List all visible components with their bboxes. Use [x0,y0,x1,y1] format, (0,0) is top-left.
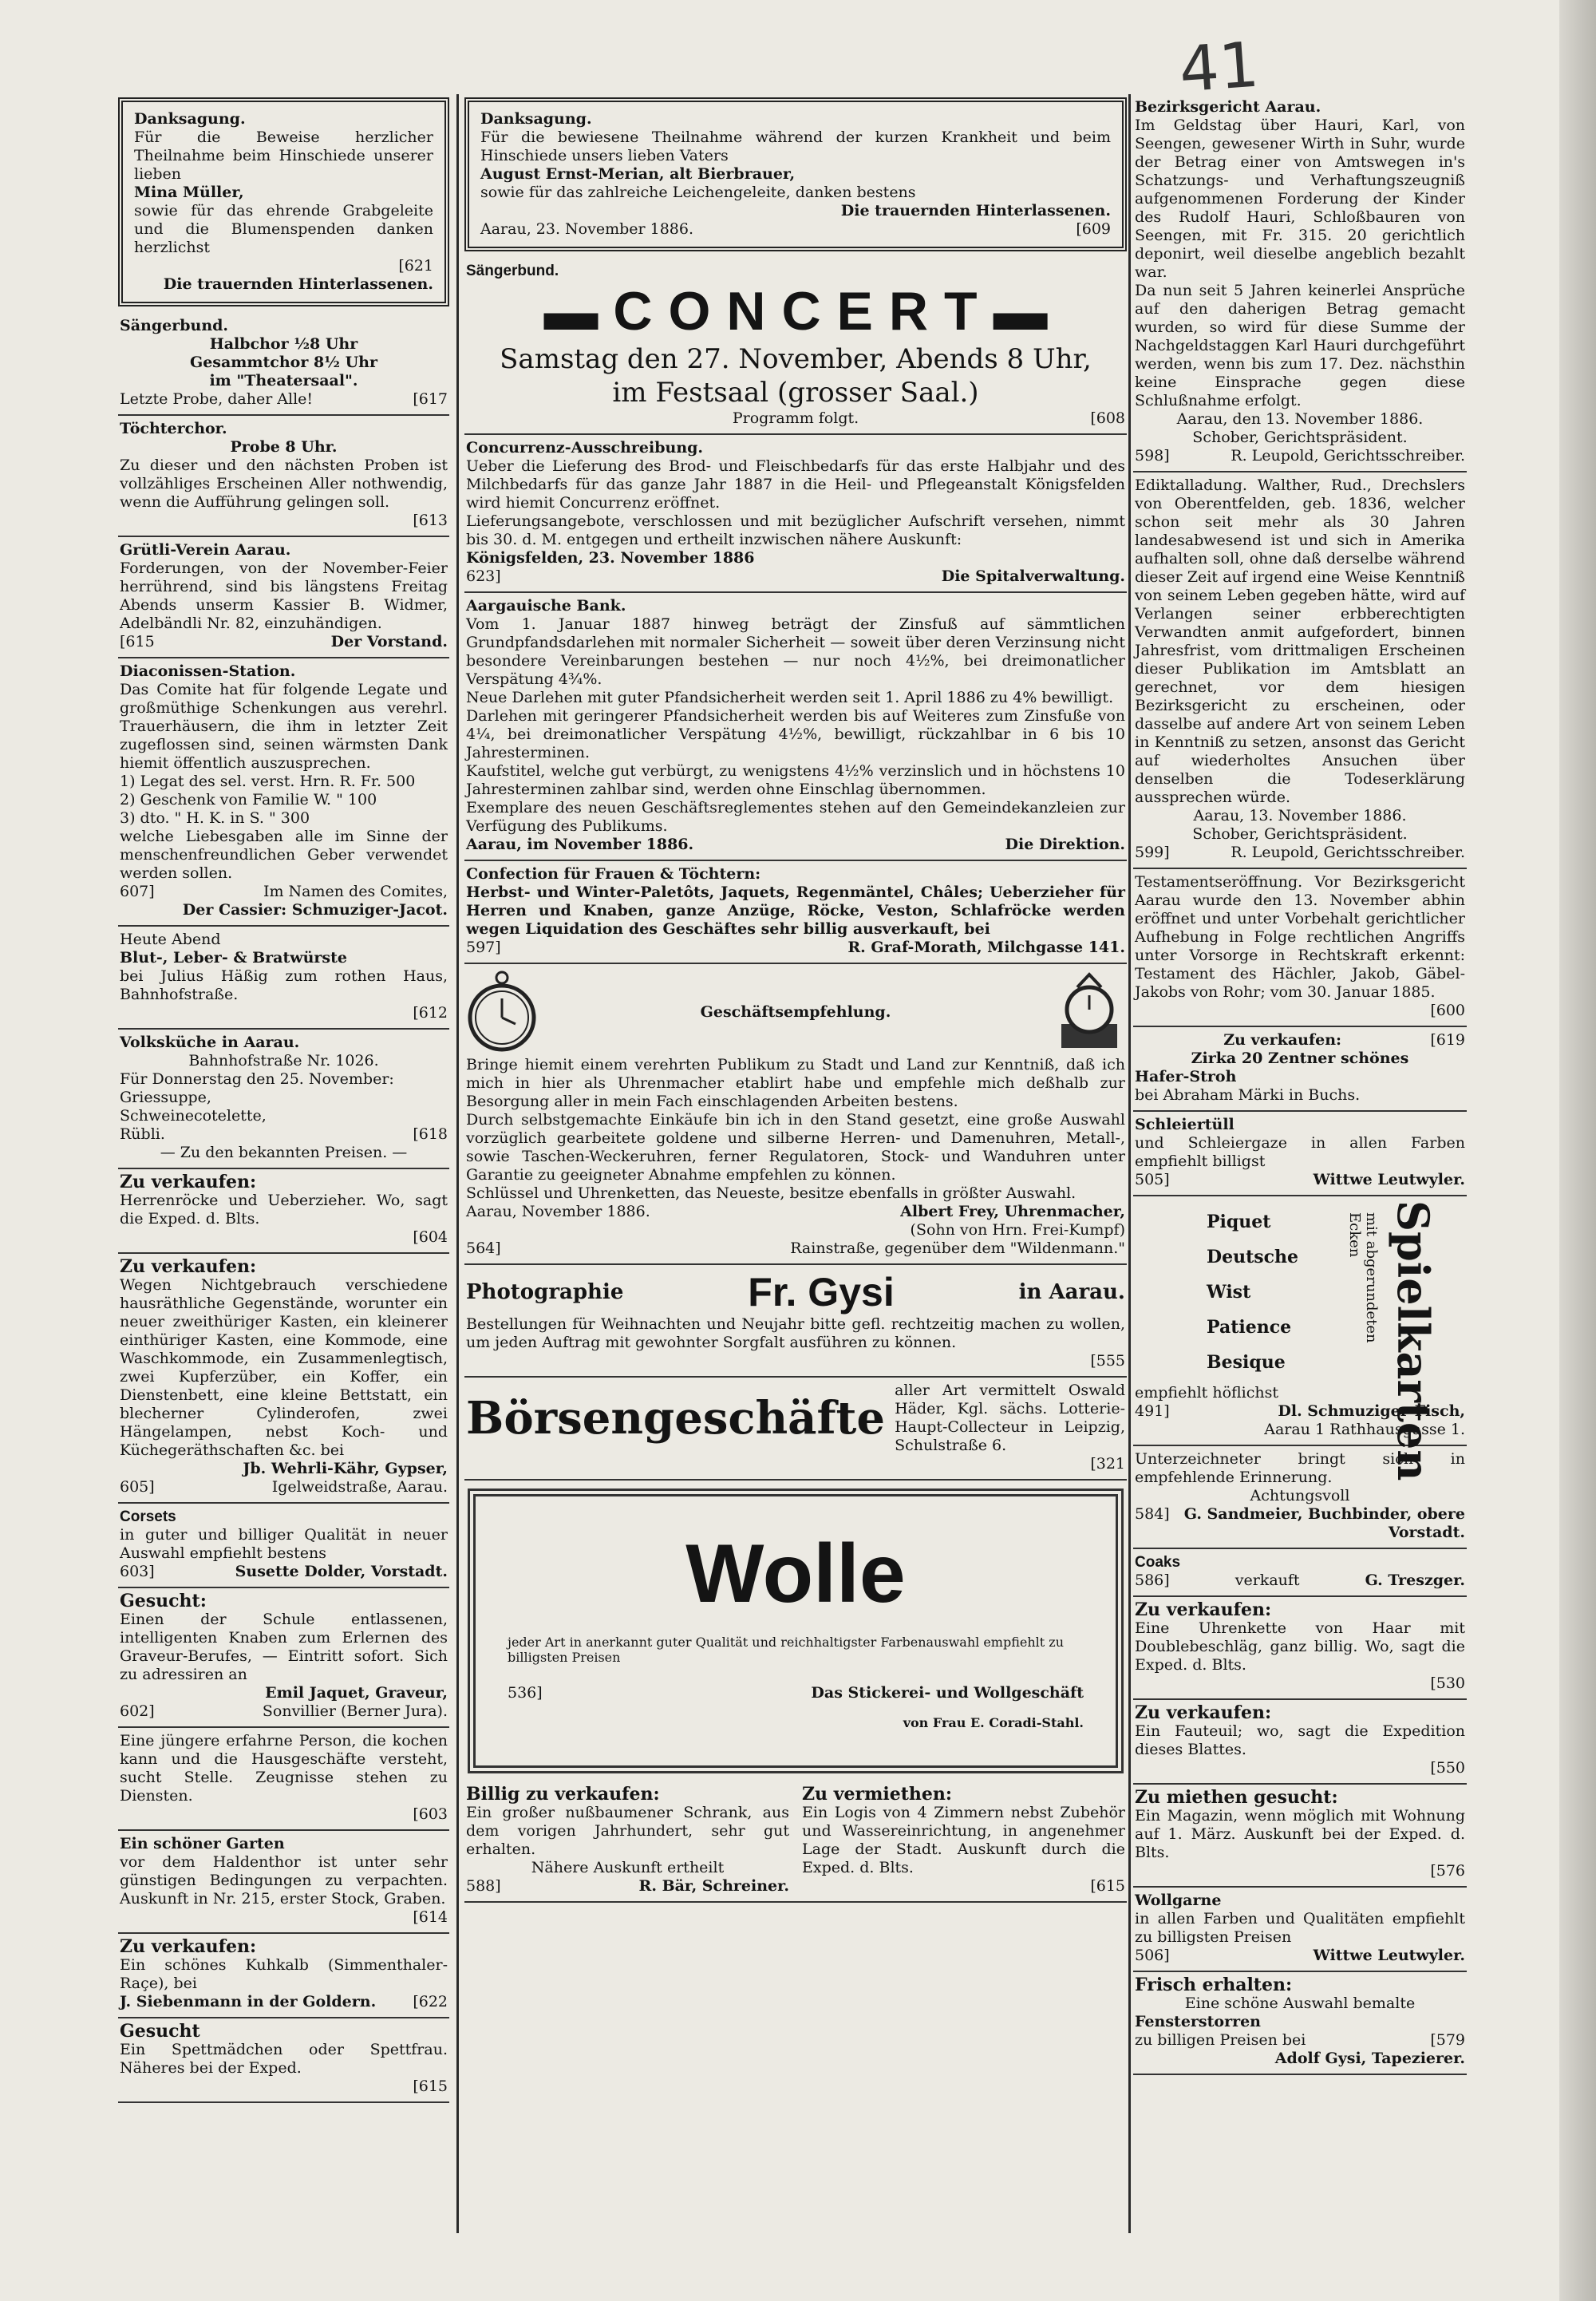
ad-heading: Ein schöner Garten [120,1835,285,1852]
ad-ref: [576 [1430,1862,1465,1880]
ad-text: Kaufstitel, welche gut verbürgt, zu wenigstens 4½% verzinslich und in höchstens 10 Jahresterminen zahlbar sind, werden ohne Einschlag übernommen. [466,762,1125,798]
ad-text: sowie für das zahlreiche Leichengeleite, danken bestens [480,184,916,201]
ad-text: vor dem Haldenthor ist unter sehr günstigen Bedingungen zu verpachten. Auskunft in Nr. 215, erster Stock, Graben. [120,1853,448,1908]
ad-ref: [579 [1430,2031,1465,2049]
ad-text: Herrenröcke und Ueberzieher. Wo, sagt die Exped. d. Blts. [120,1192,448,1228]
ad-heading: Sängerbund. [120,317,229,334]
concert-bars-right: ▬ [993,281,1048,342]
ad-ref: [619 [1430,1031,1465,1049]
ad-text: Für die Beweise herzlicher Theilnahme beim Hinschiede unserer lieben [134,128,433,183]
ad-heading: Zu verkaufen: [1223,1031,1342,1049]
ad-ref: [530 [1430,1674,1465,1692]
ad-sign: R. Graf-Morath, Milchgasse 141. [847,939,1125,956]
ad-graveur [118,1588,449,1728]
ad-heading: Zu miethen gesucht: [1135,1787,1338,1808]
ad-text: Testamentseröffnung. Vor Bezirksgericht Aarau wurde den 13. November abhin eröffnet und unter Vorbehalt gerichtlicher Aufhebung in Folge rechtlichen Angriffs unter Vorsorge in Rechtskraft erkennt: Testament des Hächler, Jakob, Gäbel-Jakobs von Rohr; vom 30. Januar 1885. [1135,873,1465,1001]
ad-ref: [615 [413,2078,448,2095]
ad-text: zu billigen Preisen bei [1135,2031,1306,2049]
ad-photographie [464,1265,1127,1378]
ad-sign: Wittwe Leutwyler. [1313,1171,1465,1188]
ad-sign: Dl. Schmuziger-Fisch, [1278,1402,1465,1420]
ad-ref: [612 [413,1004,448,1022]
right-column [1133,94,1467,2075]
ad-heading: Wolle [685,1528,906,1620]
ad-saengerbund [118,313,449,416]
ad-text: aller Art vermittelt Oswald Häder, Kgl. sächs. Lotterie-Haupt-Collecteur in Leipzig, Schulstraße 6. [895,1382,1125,1454]
ad-ref: [600 [1430,1002,1465,1019]
ad-heading: Confection für Frauen & Töchtern: [466,865,761,883]
ad-big: Fensterstorren [1135,2013,1261,2030]
left-column [118,94,449,2103]
concert-bars-left: ▬ [543,281,614,342]
ad-sign: G. Sandmeier, Buchbinder, obere Vorstadt. [1183,1505,1465,1541]
ad-ref: 505] [1135,1171,1170,1188]
ad-ref: 536] [508,1684,543,1702]
ad-sign: Wittwe Leutwyler. [1313,1947,1465,1964]
ad-corsets [118,1504,449,1588]
ad-line: im "Theatersaal". [209,372,358,389]
ad-heading: Gesucht [120,2021,200,2042]
ad-text: Ein Magazin, wenn möglich mit Wohnung auf 1. März. Auskunft bei der Exped. d. Blts. [1135,1807,1465,1861]
ad-sign: R. Leupold, Gerichtsschreiber. [1231,844,1465,861]
ad-ref: [617 [413,390,448,408]
ad-ref: [609 [1076,220,1111,238]
ad-text: Einen der Schule entlassenen, intelligenten Knaben zum Erlernen des Graveur-Berufes, — Eintritt sofort. Sich zu adressiren an [120,1611,448,1683]
ad-text: Lieferungsangebote, verschlossen und mit bezüglicher Aufschrift versehen, nimmt bis 30. d. M. entgegen und ertheilt inzwischen nähere Auskunft: [466,512,1125,548]
ad-sign: Der Cassier: Schmuziger-Jacot. [182,901,448,919]
ad-sign: (Sohn von Hrn. Frei-Kumpf) [910,1221,1125,1239]
ad-text: sowie für das ehrende Grabgeleite und die Blumenspenden danken herzlichst [134,202,433,256]
ad-heading: Gesucht: [120,1591,207,1611]
ad-sign: G. Treszger. [1365,1572,1465,1589]
ad-text: Forderungen, von der November-Feier herrührend, sind bis längstens Freitag Abends unserm Kassier B. Widmer, Adelbändli Nr. 82, einzuhändigen. [120,559,448,632]
ad-heading: Zu vermiethen: [802,1784,952,1805]
ad-ref: [621 [398,257,433,275]
ad-addr: Igelweidstraße, Aarau. [271,1478,448,1496]
ad-volkskueche [118,1030,449,1169]
ad-text: Durch selbstgemachte Einkäufe bin ich in den Stand gesetzt, eine große Auswahl vorzüglich gearbeitete goldene und silberne Herren- und Damenuhren, Metall-, sowie Taschen-Weckeruhren, ferner Regulatoren, Stock- und Wanduhren unter Garantie zu geeigneter Abnahme empfehlen zu können. [466,1111,1125,1184]
ad-diaconissen [118,658,449,927]
ad-ref: 623] [466,567,501,585]
ad-wuerste [118,927,449,1030]
ad-ref: 597] [466,939,501,956]
ad-heading: Billig zu verkaufen: [466,1784,660,1805]
ad-toechterchor [118,416,449,537]
spielkarten-side-note: mit abgerundeten Ecken [1346,1212,1381,1343]
ad-text: Eine schöne Auswahl bemalte [1184,1995,1416,2012]
ad-ref: 605] [120,1478,155,1496]
ad-concurrenz [464,435,1127,593]
ad-ref: 588] [466,1877,501,1895]
ad-garten [118,1831,449,1934]
ad-wollgarne [1133,1888,1467,1972]
ad-ref: 506] [1135,1947,1170,1964]
ad-item: 1) Legat des sel. verst. Hrn. R. Fr. 500 [120,773,416,790]
ad-buchbinder [1133,1446,1467,1549]
ad-name: August Ernst-Merian, alt Bierbrauer, [480,165,796,183]
ad-magazin [1133,1785,1467,1888]
ad-text: Für die bewiesene Theilnahme während der kurzen Krankheit und beim Hinschiede unsers lieben Vaters [480,128,1111,164]
ad-ref: [618 [413,1125,448,1143]
ad-ref: 598] [1135,447,1170,465]
ad-line: Bahnhofstraße Nr. 1026. [188,1052,379,1069]
list-item: Patience [1207,1317,1292,1338]
ad-text: Bestellungen für Weihnachten und Neujahr bitte gefl. rechtzeitig machen zu wollen, um jeden Auftrag mit gewohnter Sorgfalt ausführen zu können. [466,1315,1125,1351]
ad-spettmaedchen [118,2018,449,2103]
concert-title: ▬ CONCERT▬ [543,281,1048,342]
ad-text: Ueber die Lieferung des Brod- und Fleischbedarfs für das erste Halbjahr und des Milchbedarfs für das ganze Jahr 1887 in die Heil- und Pflegeanstalt Königsfelden wird hiemit Concurrenz eröffnet. [466,457,1125,512]
ad-name: Mina Müller, [134,184,244,201]
concert-note: Programm folgt. [732,409,859,427]
middle-column [464,94,1127,1903]
ad-line: Gesammtchor 8½ Uhr [189,354,378,371]
ad-text: Herbst- und Winter-Paletôts, Jaquets, Regenmäntel, Châles; Ueberzieher für Herren und Knaben, ganze Anzüge, Röcke, Veston, Schlafröcke werden wegen Liquidation des Geschäftes sehr billig ausverkauft, bei [466,884,1125,938]
ad-kuhkalb [118,1934,449,2018]
ad-danksagung-merian [464,97,1127,251]
ad-addr: Sonvillier (Berner Jura). [262,1702,448,1720]
ad-ediktalladung [1133,472,1467,869]
ad-heading: Concurrenz-Ausschreibung. [466,439,704,457]
ad-text: und Schleiergaze in allen Farben empfiehlt billigst [1135,1134,1465,1170]
ad-heading: Schleiertüll [1135,1116,1235,1133]
ad-text: Das Comite hat für folgende Legate und großmüthige Schenkungen aus verehrl. Trauerhäusern, die ihm in letzter Zeit zugeflossen sind, seinen wärmsten Dank hiemit öffentlich auszusprechen. [120,681,448,772]
ad-text: Darlehen mit geringerer Pfandsicherheit werden bis auf Weiteres zum Zinsfuße von 4¼, bei dreimonatlicher Verspätung 4½%, bewilligt, rückzahlbar in 6 bis 10 Jahresterminen. [466,707,1125,761]
ad-sign: Der Vorstand. [330,633,448,650]
ad-ref: 491] [1135,1402,1170,1420]
ad-line: Griessuppe, [120,1089,211,1106]
ad-heading: Sängerbund. [466,263,559,279]
ad-sign: Emil Jaquet, Graveur, [265,1684,448,1702]
ad-bezirksgericht [1133,94,1467,472]
ad-text: bei Abraham Märki in Buchs. [1135,1086,1361,1104]
ad-ref: 564] [466,1239,501,1257]
ad-heading: Corsets [120,1508,176,1525]
ad-line: — Zu den bekannten Preisen. — [160,1144,408,1161]
ad-heading: Zu verkaufen: [120,1172,257,1192]
ad-geschaeftsempfehlung [464,964,1127,1265]
ad-place: Aarau, November 1886. [466,1203,650,1220]
ad-text: bei Julius Häßig zum rothen Haus, Bahnhofstraße. [120,967,448,1003]
ad-line: Halbchor ½8 Uhr [209,335,358,353]
ad-pair-bottom [464,1781,1127,1903]
ad-subheading: Probe 8 Uhr. [230,438,338,456]
ad-text: Zu dieser und den nächsten Proben ist vollzähliges Erscheinen Aller nothwendig, wenn die Aufführung gelingen soll. [120,457,448,511]
photo-pre: Photographie [466,1280,624,1304]
photo-name: Fr. Gysi [748,1270,895,1315]
concert-place: im Festsaal (grosser Saal.) [612,377,979,409]
ad-heading: Zu verkaufen: [1135,1599,1272,1620]
spielkarten-list [1135,1204,1298,1380]
ad-ref: [550 [1430,1759,1465,1777]
ad-text: welche Liebesgaben alle im Sinne der menschenfreundlichen Geber verwendet werden sollen. [120,828,448,882]
ad-coaks [1133,1549,1467,1597]
ad-sign: Schober, Gerichtspräsident. [1192,429,1408,446]
ad-text: empfiehlt höflichst [1135,1384,1279,1402]
ad-place: Aarau, im November 1886. [466,836,694,853]
ad-place: Aarau, 13. November 1886. [1193,807,1407,824]
ad-place: Aarau, den 13. November 1886. [1176,410,1424,428]
ad-aargauische-bank [464,593,1127,861]
ad-ref: [613 [413,512,448,529]
ad-heading: Zu verkaufen: [120,1256,257,1277]
ad-text: Zirka 20 Zentner schönes [1191,1050,1409,1067]
ad-ref: 586] [1135,1572,1170,1589]
ad-text: Eine jüngere erfahrne Person, die kochen kann und die Hausgeschäfte versteht, sucht Stelle. Zeugnisse stehen zu Diensten. [120,1732,448,1805]
ad-concert [464,258,1127,435]
ad-sign: Die Spitalverwaltung. [941,567,1125,585]
spielkarten-title: Spielkarten [1388,1200,1440,1481]
ad-sign: Im Namen des Comites, [263,883,448,900]
concert-date: Samstag den 27. November, Abends 8 Uhr, [500,343,1092,375]
ad-heading: Aargauische Bank. [466,597,626,615]
column-rule-1 [456,94,459,2233]
list-item: Wist [1207,1282,1251,1303]
column-rule-2 [1128,94,1131,2233]
photo-post: in Aarau. [1018,1280,1125,1304]
ad-uhrenkette [1133,1597,1467,1700]
ad-wolle [468,1489,1124,1773]
ad-sign: Die trauernden Hinterlassenen. [163,275,433,293]
ad-text: in guter und billiger Qualität in neuer Auswahl empfiehlt bestens [120,1526,448,1562]
list-item: Piquet [1207,1212,1271,1232]
ad-sign: Albert Frey, Uhrenmacher, [900,1203,1125,1220]
ad-sign: Adolf Gysi, Tapezierer. [1274,2050,1465,2067]
ad-text: Nähere Auskunft ertheilt [531,1859,725,1876]
ad-text: Da nun seit 5 Jahren keinerlei Ansprüche auf den daherigen Betrag gemacht wurden, so wird für diese Summe der Nachgeldstaggen Karl Hauri durchgeführt werden, wenn bis zum 17. Dez. nächsthin keine Einsprache gegen diese Schlußnahme erfolgt. [1135,282,1465,409]
ad-text: Ein Logis von 4 Zimmern nebst Zubehör und Wassereinrichtung, in angenehmer Lage der Stadt. Auskunft durch die Exped. d. Blts. [802,1804,1125,1876]
ad-ref: 607] [120,883,155,900]
ad-ref: [321 [1090,1455,1125,1473]
ad-addr: Aarau 1 Rathhausgasse 1. [1264,1421,1465,1438]
ad-text: Exemplare des neuen Geschäftsreglementes stehen auf den Gemeindekanzleien zur Verfügung des Publikums. [466,799,1125,835]
ad-place: Aarau, 23. November 1886. [480,220,694,238]
ad-ref: [615 [120,633,155,650]
ad-text: Im Geldstag über Hauri, Karl, von Seengen, gewesener Wirth in Suhr, wurde der Betrag einer von Amtswegen in's Schatzungs- und Verhaftungszeugniß aufgenommenen Forderung der Kinder des Rudolf Hauri, Schloßbauren von Seengen, mit Fr. 315. 20 gerichtlich deponirt, weil dieselbe angeblich bezahlt war. [1135,117,1465,281]
ad-text: Vom 1. Januar 1887 hinweg beträgt der Zinsfuß auf sämmtlichen Grundpfandsdarlehen mit normaler Sicherheit — soweit über deren Verzinsung nicht besondere Vereinbarungen bestehen — nur noch 4½%, bei dreimonatlicher Verspätung 4¾%. [466,615,1125,688]
ad-ref: [622 [413,1993,448,2010]
ad-ref: [615 [1090,1877,1125,1895]
ad-place: Königsfelden, 23. November 1886 [466,549,755,567]
ad-heading: Blut-, Leber- & Bratwürste [120,949,347,967]
ad-fensterstorren [1133,1972,1467,2075]
list-item: Besique [1207,1352,1286,1373]
ad-sign: Jb. Wehrli-Kähr, Gypser, [243,1460,448,1477]
ad-item: 2) Geschenk von Familie W. " 100 [120,791,377,809]
mantel-clock-icon [1053,968,1125,1056]
ad-text: Neue Darlehen mit guter Pfandsicherheit werden seit 1. April 1886 zu 4% bewilligt. [466,689,1114,706]
ad-big: Hafer-Stroh [1135,1068,1237,1085]
ad-text: Ediktalladung. Walther, Rud., Drechslers von Oberentfelden, geb. 1836, welcher schon seit mehr als 30 Jahren landesabwesend ist und sich in Amerika aufhalten soll, ohne daß derselbe während dieser Zeit auf irgend eine Weise Kenntniß von seinem Leben gegeben hätte, wird auf Verlangen seiner erbberechtigten Verwandten anmit aufgefordert, binnen Jahresfrist, vom drittmaligen Erscheinen dieser Publikation im Amtsblatt an gerechnet, vor dem hiesigen Bezirksgericht zu erscheinen, oder dasselbe auf andere Art von seinem Leben in Kenntniß zu setzen, ansonst das Gericht auf wiederholtes Ansuchen über denselben die Todeserklärung aussprechen würde. [1135,476,1465,806]
ad-heading: Coaks [1135,1554,1181,1571]
ad-fauteuil [1133,1700,1467,1785]
ad-confection [464,861,1127,964]
ad-person [118,1728,449,1831]
ad-text: Bringe hiemit einem verehrten Publikum zu Stadt und Land zur Kenntniß, daß ich mich in hier als Uhrenmacher etablirt habe und empfehle mich deßhalb zur Besorgung aller in mein Fach einschlagenden Arbeiten bestens. [466,1056,1125,1110]
ad-haferstroh [1133,1027,1467,1112]
ad-sign: R. Leupold, Gerichtsschreiber. [1231,447,1465,465]
ad-heading: Zu verkaufen: [1135,1702,1272,1723]
ad-heading: Frisch erhalten: [1135,1975,1293,1995]
ad-schleiertuell [1133,1112,1467,1196]
ad-heading: Grütli-Verein Aarau. [120,541,291,559]
ad-heading: Danksagung. [134,110,246,128]
ad-schrank [466,1785,789,1896]
ad-ref: [604 [413,1228,448,1246]
ad-ref: [614 [413,1908,448,1926]
ad-heading: Geschäftsempfehlung. [700,1002,891,1021]
ad-sign: Susette Dolder, Vorstadt. [235,1563,448,1580]
ad-ref: 599] [1135,844,1170,861]
ad-item: 3) dto. " H. K. in S. " 300 [120,809,310,827]
ad-text: jeder Art in anerkannt guter Qualität und reichhaltigster Farbenauswahl empfiehlt zu billigsten Preisen [508,1635,1065,1665]
page-number: 41 [1176,29,1262,107]
ad-heading: Diaconissen-Station. [120,662,296,680]
ad-text: verkauft [1235,1572,1300,1589]
ad-text: in allen Farben und Qualitäten empfiehlt zu billigsten Preisen [1135,1910,1465,1946]
ad-ref: [608 [1090,409,1125,427]
ad-line: Letzte Probe, daher Alle! [120,390,314,408]
ad-sign: Die Direktion. [1005,836,1125,853]
ad-heading: Volksküche in Aarau. [120,1034,300,1051]
ad-herrenroecke [118,1169,449,1254]
ad-heading: Töchterchor. [120,420,227,437]
ad-text: Unterzeichneter bringt sich in empfehlende Erinnerung. [1135,1450,1465,1486]
ad-text: Ein Fauteuil; wo, sagt die Expedition dieses Blattes. [1135,1722,1465,1758]
scan-edge [1559,0,1596,2301]
ad-boersengeschaefte [464,1378,1127,1481]
ad-sign: R. Bär, Schreiner. [638,1877,789,1895]
ad-hausraeth [118,1254,449,1504]
ad-line: Für Donnerstag den 25. November: [120,1070,394,1088]
ad-ref: [555 [1090,1352,1125,1370]
ad-heading: Bezirksgericht Aarau. [1135,98,1321,116]
ad-sign: Achtungsvoll [1250,1487,1350,1504]
ad-gruetli-verein [118,537,449,658]
ad-sign: Schober, Gerichtspräsident. [1192,825,1408,843]
ad-sign: Das Stickerei- und Wollgeschäft [811,1684,1084,1702]
ad-ref: 584] [1135,1505,1170,1523]
ad-text: Schlüssel und Uhrenketten, das Neueste, besitze ebenfalls in größter Auswahl. [466,1184,1077,1202]
ad-ref: 602] [120,1702,155,1720]
ad-sign: J. Siebenmann in der Goldern. [120,1993,377,2010]
ad-pre: Heute Abend [120,931,221,948]
ad-heading: Zu verkaufen: [120,1936,257,1957]
ad-ref: 603] [120,1563,155,1580]
ad-text: Wegen Nichtgebrauch verschiedene hausräthliche Gegenstände, worunter ein neuer zweithüriger Kasten, ein kleinerer einthüriger Kasten, eine Kommode, eine Waschkommode, ein Zusammenlegtisch, zwei Kupferzüber, ein Koffer, ein Dienstenbett, eine kleine Bettstatt, ein blecherner Cylinderofen, zwei Hängelampen, nebst Koch- und Küchegeräthschaften &c. bei [120,1276,448,1459]
ad-text: Ein großer nußbaumener Schrank, aus dem vorigen Jahrhundert, sehr gut erhalten. [466,1804,789,1858]
ad-text: Ein schönes Kuhkalb (Simmenthaler-Raçe), bei [120,1956,448,1992]
ad-ref: [603 [413,1805,448,1823]
ad-addr: Rainstraße, gegenüber dem "Wildenmann." [790,1239,1125,1257]
ad-heading: Wollgarne [1135,1892,1222,1909]
ad-line: Rübli. [120,1125,165,1143]
ad-logis [802,1785,1125,1896]
ad-heading: Danksagung. [480,110,592,128]
ad-danksagung-mueller [118,97,449,306]
ad-testament [1133,869,1467,1027]
ad-heading: Börsengeschäfte [466,1392,886,1445]
ad-text: Ein Spettmädchen oder Spettfrau. Näheres bei der Exped. [120,2041,448,2077]
pocket-watch-icon [466,968,538,1056]
ad-sign: von Frau E. Coradi-Stahl. [903,1715,1084,1730]
list-item: Deutsche [1207,1247,1299,1267]
ad-line: Schweinecotelette, [120,1107,267,1125]
ad-sign: Die trauernden Hinterlassenen. [840,202,1111,219]
ad-text: Eine Uhrenkette von Haar mit Doublebeschläg, ganz billig. Wo, sagt die Exped. d. Blts. [1135,1619,1465,1674]
